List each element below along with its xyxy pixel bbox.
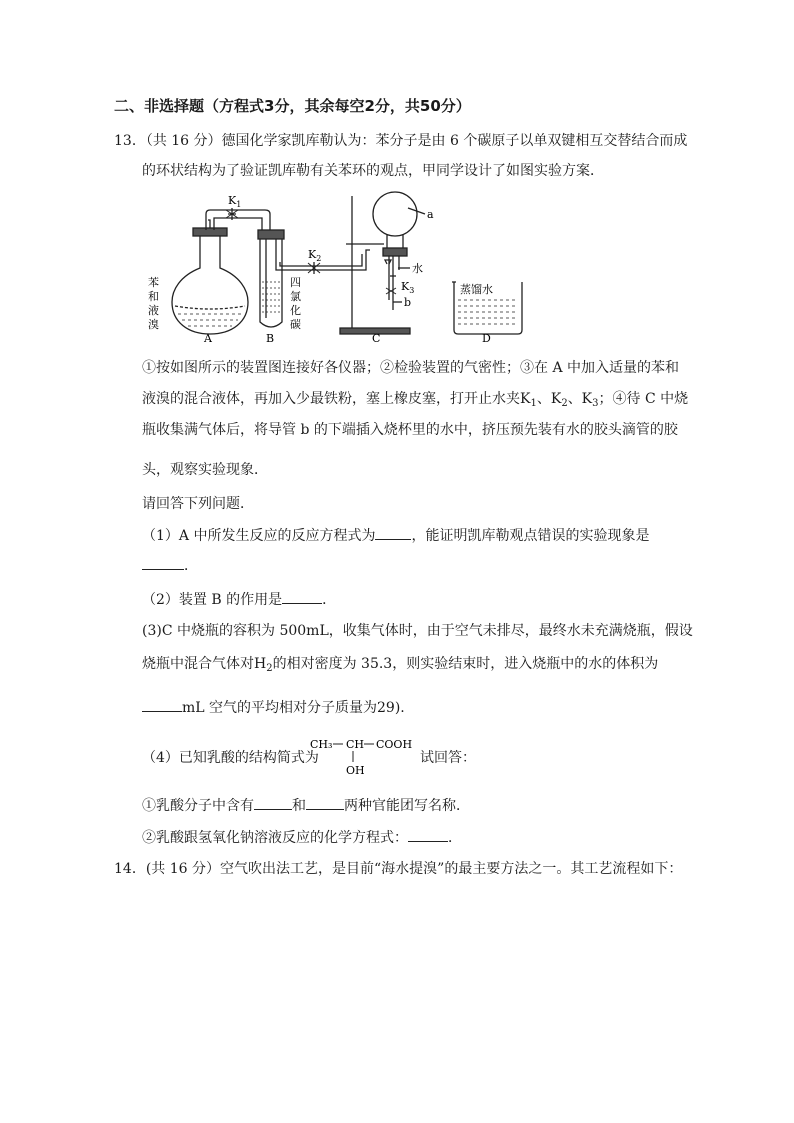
q13-part-3-line2: 烧瓶中混合气体对$H_2$的相对密度为 35.3，则实验结束时，进入烧瓶中的水的体积为 bbox=[142, 656, 659, 674]
svg-text:CH₃: CH₃ bbox=[310, 738, 333, 751]
answer-blank-1a[interactable] bbox=[375, 525, 411, 540]
label-a-pointer: a bbox=[427, 208, 434, 221]
q13-part-1-cont: ． bbox=[142, 555, 198, 576]
q13-points: （共 16 分） bbox=[145, 133, 222, 149]
q14-text: (共 16 分）空气吹出法工艺，是目前“海水提溴”的最主要方法之一。其工艺流程如下： bbox=[145, 861, 683, 877]
label-b-pointer: b bbox=[404, 296, 412, 309]
answer-blank-4b[interactable] bbox=[306, 795, 344, 810]
svg-text:四: 四 bbox=[290, 276, 301, 289]
q13-part-4-tail: 试回答： bbox=[420, 750, 476, 766]
flask-a-contents bbox=[148, 275, 159, 331]
svg-text:液: 液 bbox=[148, 304, 159, 317]
svg-text:碳: 碳 bbox=[290, 318, 301, 331]
svg-text:氯: 氯 bbox=[290, 290, 301, 303]
tube-b-contents bbox=[290, 276, 301, 331]
label-a: A bbox=[204, 332, 212, 345]
q13-prompt: 请回答下列问题． bbox=[142, 496, 254, 512]
svg-text:溴: 溴 bbox=[148, 318, 159, 331]
label-water: 水 bbox=[412, 262, 423, 275]
answer-blank-3[interactable] bbox=[142, 697, 182, 712]
svg-text:OH: OH bbox=[346, 764, 365, 777]
test-tube-b bbox=[258, 230, 284, 327]
label-k1: $K_1$ bbox=[228, 194, 242, 209]
q13-part-4-q2: ②乳酸跟氢氧化钠溶液反应的化学方程式： ． bbox=[142, 827, 462, 848]
q13-part-2: （2）装置 B 的作用是 ． bbox=[142, 589, 336, 610]
q13-part-4-q1: ①乳酸分子中含有 和 两种官能团写名称． bbox=[142, 795, 470, 816]
label-c: C bbox=[372, 332, 381, 345]
flask-a bbox=[172, 228, 248, 334]
q13-intro-1: 德国化学家凯库勒认为：苯分子是由 6 个碳原子以单双键相互交替结合而成 bbox=[221, 133, 688, 149]
q13-part-3-line3: mL 空气的平均相对分子质量为29). bbox=[142, 697, 405, 718]
svg-text:和: 和 bbox=[148, 290, 159, 303]
q14-header bbox=[114, 859, 682, 879]
answer-blank-4a[interactable] bbox=[254, 795, 292, 810]
svg-text:化: 化 bbox=[290, 304, 301, 317]
k3-clamp bbox=[386, 288, 396, 294]
lactic-acid-structure bbox=[306, 734, 416, 780]
q13-part-4: （4）已知乳酸的结构简式为 bbox=[142, 750, 319, 766]
q13-part-3-line1: (3)C 中烧瓶的容积为 500mL，收集气体时，由于空气未排尽，最终水未充满烧瓶，假设 bbox=[142, 623, 693, 639]
q13-part-1: （1）A 中所发生反应的反应方程式为 ，能证明凯库勒观点错误的实验现象是 bbox=[142, 525, 649, 546]
svg-text:CH: CH bbox=[346, 738, 365, 751]
svg-text:苯: 苯 bbox=[148, 276, 159, 289]
q14-number: 14． bbox=[114, 861, 146, 877]
label-b: B bbox=[266, 332, 275, 345]
answer-blank-1b[interactable] bbox=[142, 555, 184, 570]
label-k3: $K_3$ bbox=[401, 280, 415, 295]
label-d: D bbox=[482, 332, 491, 345]
svg-text:COOH: COOH bbox=[376, 738, 413, 751]
answer-blank-4c[interactable] bbox=[408, 827, 448, 842]
q13-steps-4: 头，观察实验现象． bbox=[142, 462, 268, 478]
label-k2: $K_2$ bbox=[308, 248, 322, 263]
section-heading: 二、非选择题（方程式3分，其余每空2分，共50分） bbox=[114, 97, 471, 115]
apparatus-diagram bbox=[140, 190, 580, 345]
q13-header bbox=[114, 131, 687, 151]
q13-steps-2: 液溴的混合液体，再加入少最铁粉，塞上橡皮塞，打开止水夹$K_1$、$K_2$、$K_3$；④待 C 中烧 bbox=[142, 391, 689, 409]
q13-steps-3: 瓶收集满气体后，将导管 b 的下端插入烧杯里的水中，挤压预先装有水的胶头滴管的胶 bbox=[142, 422, 678, 438]
q13-intro-2: 的环状结构为了验证凯库勒有关苯环的观点，甲同学设计了如图实验方案． bbox=[142, 163, 604, 179]
k2-clamp bbox=[308, 262, 320, 274]
q13-steps-1: ①按如图所示的装置图连接好各仪器；②检验装置的气密性；③在 A 中加入适量的苯和 bbox=[142, 360, 680, 376]
label-distilled-water: 蒸馏水 bbox=[460, 283, 493, 296]
answer-blank-2[interactable] bbox=[282, 589, 322, 604]
q13-number: 13． bbox=[114, 133, 146, 149]
